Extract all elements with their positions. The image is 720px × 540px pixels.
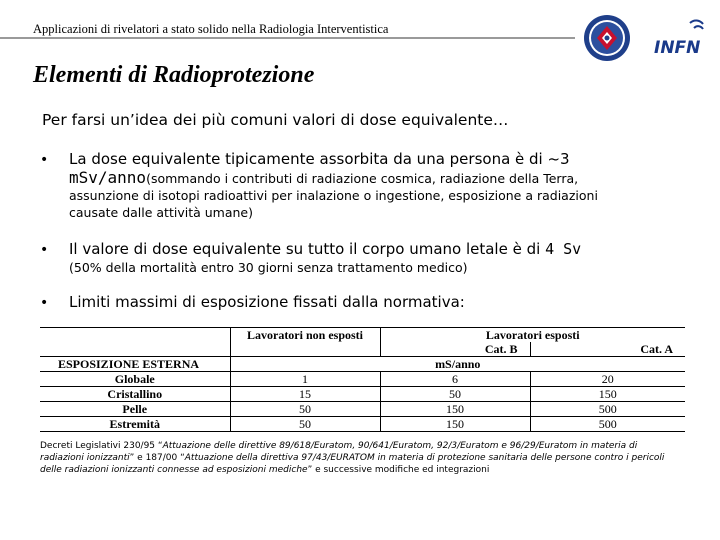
- bullet-1-line4: causate dalle attività umane): [69, 205, 253, 220]
- infn-logo-text: INFN: [654, 38, 701, 58]
- row-label-estremita: Estremità: [40, 417, 230, 432]
- row-header-external: ESPOSIZIONE ESTERNA: [40, 357, 230, 372]
- bullet-1-line2-rest: (sommando i contributi di radiazione cosmica, radiazione della Terra,: [146, 171, 579, 186]
- university-seal-logo: [583, 14, 631, 62]
- bullet-3-marker: •: [40, 295, 49, 311]
- bullet-1-unit: mSv/anno: [69, 168, 147, 187]
- header-cat-a: Cat. A: [530, 342, 685, 357]
- unit-header: mS/anno: [230, 357, 685, 372]
- header-exposed: Lavoratori esposti: [380, 328, 685, 343]
- row-label-pelle: Pelle: [40, 402, 230, 417]
- bullet-1-line3: assunzione di isotopi radioattivi per inalazione o ingestione, esposizione a radiazioni: [69, 188, 598, 203]
- header-cat-b: Cat. B: [380, 342, 530, 357]
- bullet-3-line1: Limiti massimi di esposizione fissati dalla normativa:: [69, 293, 465, 311]
- bullet-2-value: 4 Sv: [545, 240, 582, 258]
- dose-limits-table: [40, 327, 685, 439]
- row-label-globale: Globale: [40, 372, 230, 387]
- legal-footnote: Decreti Legislativi 230/95 “Attuazione delle direttive 89/618/Euratom, 90/641/Euratom, 92/3/Euratom e 96/29/Euratom in materia di radiazioni ionizzanti” e 187/00 “Attuazione della direttiva 97/43/EURATOM in materia di protezione sanitaria delle persone contro i pericoli delle radiazioni ionizzanti connesse ad esposizioni mediche” e successive modifiche ed integrazioni: [40, 441, 665, 475]
- bullet-2-marker: •: [40, 242, 49, 258]
- bullet-1-line2: [69, 168, 578, 187]
- header-divider: [0, 37, 575, 39]
- bullet-2-text: Il valore di dose equivalente su tutto il corpo umano letale è di: [69, 240, 541, 258]
- table-row: Globale 1 6 20: [40, 372, 685, 387]
- table-row: Estremità 50 150 500: [40, 417, 685, 432]
- table-row: Cristallino 15 50 150: [40, 387, 685, 402]
- bullet-1-marker: •: [40, 152, 49, 168]
- bullet-1-line1: La dose equivalente tipicamente assorbita da una persona è di ~3: [69, 150, 570, 168]
- table-row: Pelle 50 150 500: [40, 402, 685, 417]
- infn-logo: [650, 17, 712, 63]
- row-label-cristallino: Cristallino: [40, 387, 230, 402]
- header-title: Applicazioni di rivelatori a stato solido nella Radiologia Interventistica: [33, 22, 389, 36]
- bullet-2-line2: (50% della mortalità entro 30 giorni senza trattamento medico): [69, 260, 468, 275]
- intro-text: Per farsi un’idea dei più comuni valori di dose equivalente…: [42, 111, 509, 129]
- bullet-2-line1: [69, 240, 581, 258]
- header-non-exposed: Lavoratori non esposti: [230, 328, 380, 343]
- slide-title: Elementi di Radioprotezione: [33, 62, 315, 88]
